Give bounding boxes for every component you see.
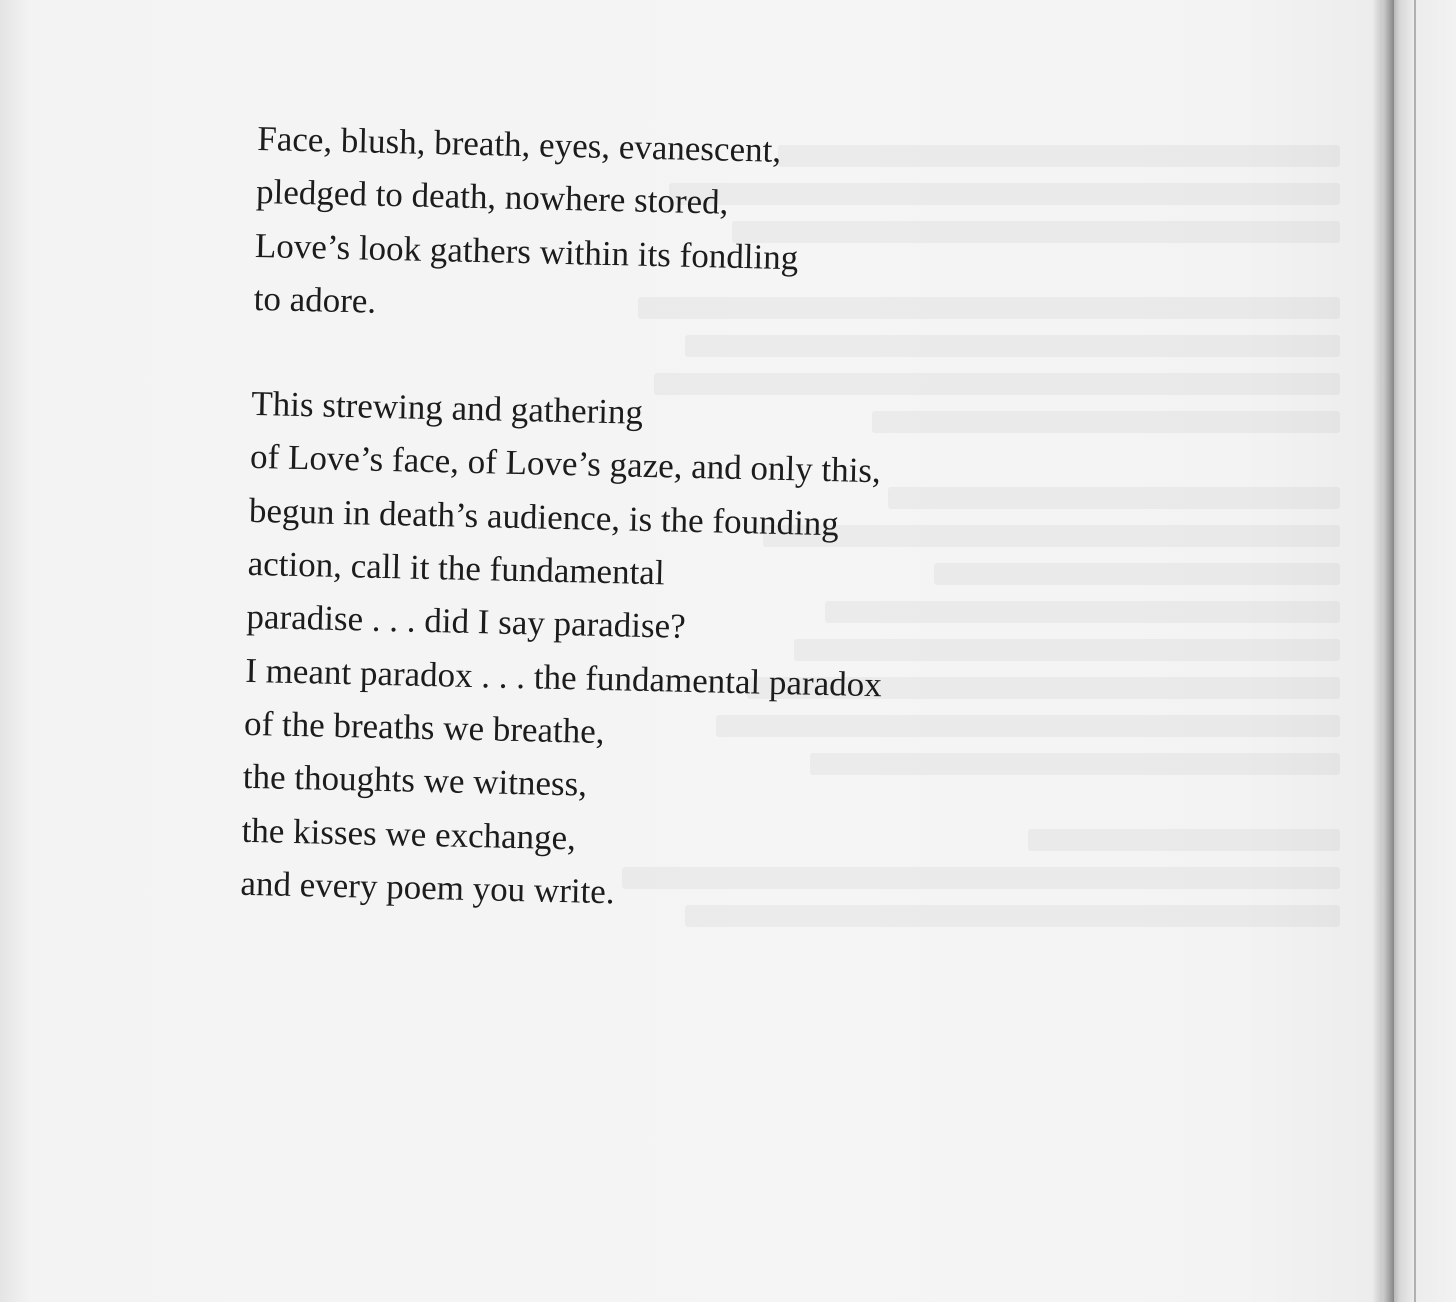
page-gutter-shadow [1372,0,1394,1302]
poem-line: I meant paradox . . . the fundamental paradox [244,650,883,704]
poem-line: the thoughts we witness, [242,757,588,804]
poem-line: to adore. [253,278,377,321]
poem-line: and every poem you write. [240,863,616,912]
poem [239,112,1018,979]
stanza-1 [253,112,1018,342]
next-page-edge [1394,0,1456,1302]
poem-line: begun in death’s audience, is the founding [248,490,840,544]
poem-line: Love’s look gathers within its fondling [254,225,799,277]
poem-line: the kisses we exchange, [241,810,577,857]
poem-line: This strewing and gathering [250,384,644,432]
page-edge-line [1414,0,1416,1302]
poem-line: paradise . . . did I say paradise? [246,597,687,647]
poem-line: pledged to death, nowhere stored, [255,172,729,222]
poem-line: of Love’s face, of Love’s gaze, and only this, [249,437,882,491]
poem-line: action, call it the fundamental [247,543,666,593]
poem-line: of the breaths we breathe, [243,703,606,751]
poem-line: Face, blush, breath, eyes, evanescent, [256,118,782,170]
stanza-2 [240,377,1012,927]
